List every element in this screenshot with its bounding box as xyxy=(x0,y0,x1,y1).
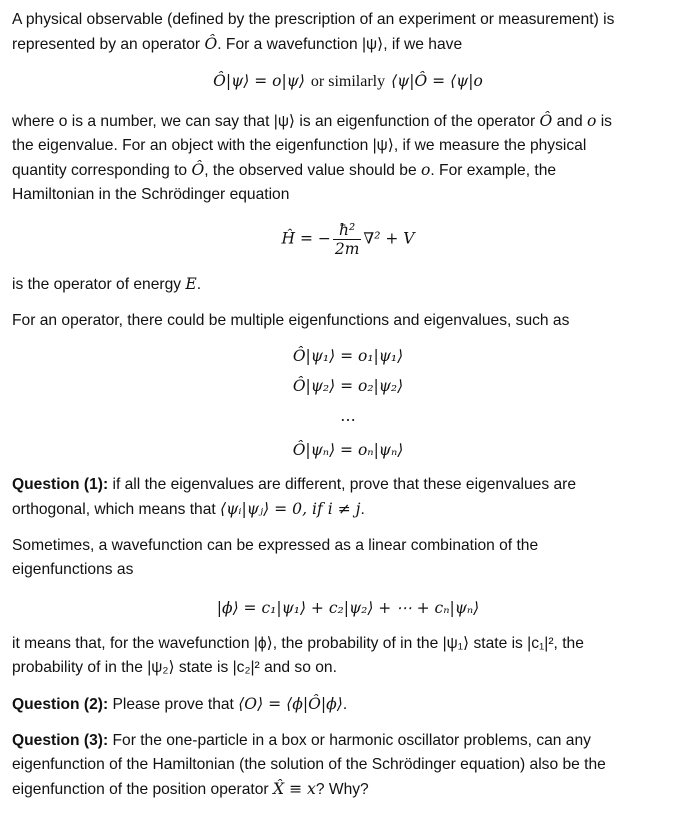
question-3-line-3b: ? Why? xyxy=(315,781,369,798)
para2-l3-op: Ô xyxy=(191,161,205,179)
intro-paragraph xyxy=(12,8,684,57)
question-2-end: . xyxy=(342,696,348,713)
question-3-line-3a: eigenfunction of the position operator xyxy=(12,781,273,798)
question-3-label: Question (3): xyxy=(12,732,109,749)
eq1-right: ⟨ψ|Ô = ⟨ψ|o xyxy=(391,72,483,90)
energy-line xyxy=(12,272,684,297)
energy-suffix: . xyxy=(196,276,202,293)
eq1-connector: or similarly xyxy=(310,73,386,90)
question-2-text: Please prove that xyxy=(108,696,239,713)
energy-prefix: is the operator of energy xyxy=(12,276,186,293)
para2-l4: Hamiltonian in the Schrödinger equation xyxy=(12,186,290,203)
lin-line-2: eigenfunctions as xyxy=(12,561,134,578)
probability-paragraph xyxy=(12,632,684,680)
question-1-line-2b: . xyxy=(360,501,365,518)
question-1-line-1: if all the eigenvalues are different, prove that these eigenvalues are xyxy=(108,476,576,493)
para2-l1c: is xyxy=(596,113,612,130)
para2-l3a: quantity corresponding to xyxy=(12,162,192,179)
question-3-math: X̂ ≡ x xyxy=(272,780,316,798)
multiple-eigen-line: For an operator, there could be multiple eigenfunctions and eigenvalues, such as xyxy=(12,312,570,329)
eigen-equations-block xyxy=(12,341,684,465)
question-3 xyxy=(12,729,684,802)
linear-combination-equation xyxy=(12,596,684,620)
lin-line-1: Sometimes, a wavefunction can be expressed as a linear combination of the xyxy=(12,537,539,554)
prob-line-1: it means that, for the wavefunction |ϕ⟩, the probability of in the |ψ₁⟩ state is |c₁|², the xyxy=(12,635,584,652)
para2-l3c: . For example, the xyxy=(430,162,557,179)
question-3-line-1: For the one-particle in a box or harmonic oscillator problems, can any xyxy=(108,732,591,749)
intro-line-2-suffix: . For a wavefunction |ψ⟩, if we have xyxy=(217,36,463,53)
para2-l3-o: o xyxy=(420,161,431,179)
hamiltonian-lhs: Ĥ = − xyxy=(281,229,331,248)
para2-l2: the eigenvalue. For an object with the eigenfunction |ψ⟩, if we measure the physical xyxy=(12,137,587,154)
question-1 xyxy=(12,473,684,522)
eigen-eq-2 xyxy=(12,371,684,401)
linear-combination-paragraph xyxy=(12,534,684,582)
eigen-eq-dots: … xyxy=(340,407,356,425)
question-2-math: ⟨O⟩ = ⟨ϕ|Ô|ϕ⟩ xyxy=(238,695,343,713)
intro-line-1: A physical observable (defined by the prescription of an experiment or measurement) is xyxy=(12,11,615,28)
question-2-label: Question (2): xyxy=(12,696,109,713)
question-1-math: ⟨ψᵢ|ψⱼ⟩ = 0, if i ≠ j xyxy=(220,500,361,518)
eq1-left: Ô|ψ⟩ = o|ψ⟩ xyxy=(213,72,305,90)
lincomb-text: |ϕ⟩ = c₁|ψ₁⟩ + c₂|ψ₂⟩ + ⋯ + cₙ|ψₙ⟩ xyxy=(216,599,480,617)
eigen-eq-1-text: Ô|ψ₁⟩ = o₁|ψ₁⟩ xyxy=(292,347,404,365)
hamiltonian-rhs: ∇² + V xyxy=(363,229,415,248)
eigen-definition-paragraph xyxy=(12,109,684,207)
eigen-eq-2-text: Ô|ψ₂⟩ = o₂|ψ₂⟩ xyxy=(292,377,404,395)
para2-l3b: , the observed value should be xyxy=(204,162,421,179)
hamiltonian-denominator: 2m xyxy=(334,240,360,258)
question-1-line-2a: orthogonal, which means that xyxy=(12,501,221,518)
energy-symbol: E xyxy=(185,275,197,293)
question-1-label: Question (1): xyxy=(12,476,109,493)
question-3-line-2: eigenfunction of the Hamiltonian (the solution of the Schrödinger equation) also be the xyxy=(12,756,606,773)
para2-l1-o: o xyxy=(586,112,597,130)
eigen-eq-1 xyxy=(12,341,684,371)
question-2 xyxy=(12,692,684,717)
eigen-eq-n-text: Ô|ψₙ⟩ = oₙ|ψₙ⟩ xyxy=(292,441,404,459)
prob-line-2: probability of in the |ψ₂⟩ state is |c₂|² and so on. xyxy=(12,659,337,676)
para2-l1b: and xyxy=(552,113,587,130)
eigen-equation xyxy=(12,69,684,94)
para2-l1-op: Ô xyxy=(539,112,553,130)
hamiltonian-equation xyxy=(12,221,684,258)
hamiltonian-fraction xyxy=(333,221,362,258)
para2-l1a: where o is a number, we can say that |ψ⟩ is an eigenfunction of the operator xyxy=(12,113,540,130)
hamiltonian-numerator: ħ² xyxy=(333,221,362,240)
operator-symbol: Ô xyxy=(204,35,218,53)
eigen-eq-n xyxy=(12,435,684,465)
intro-line-2-prefix: represented by an operator xyxy=(12,36,205,53)
